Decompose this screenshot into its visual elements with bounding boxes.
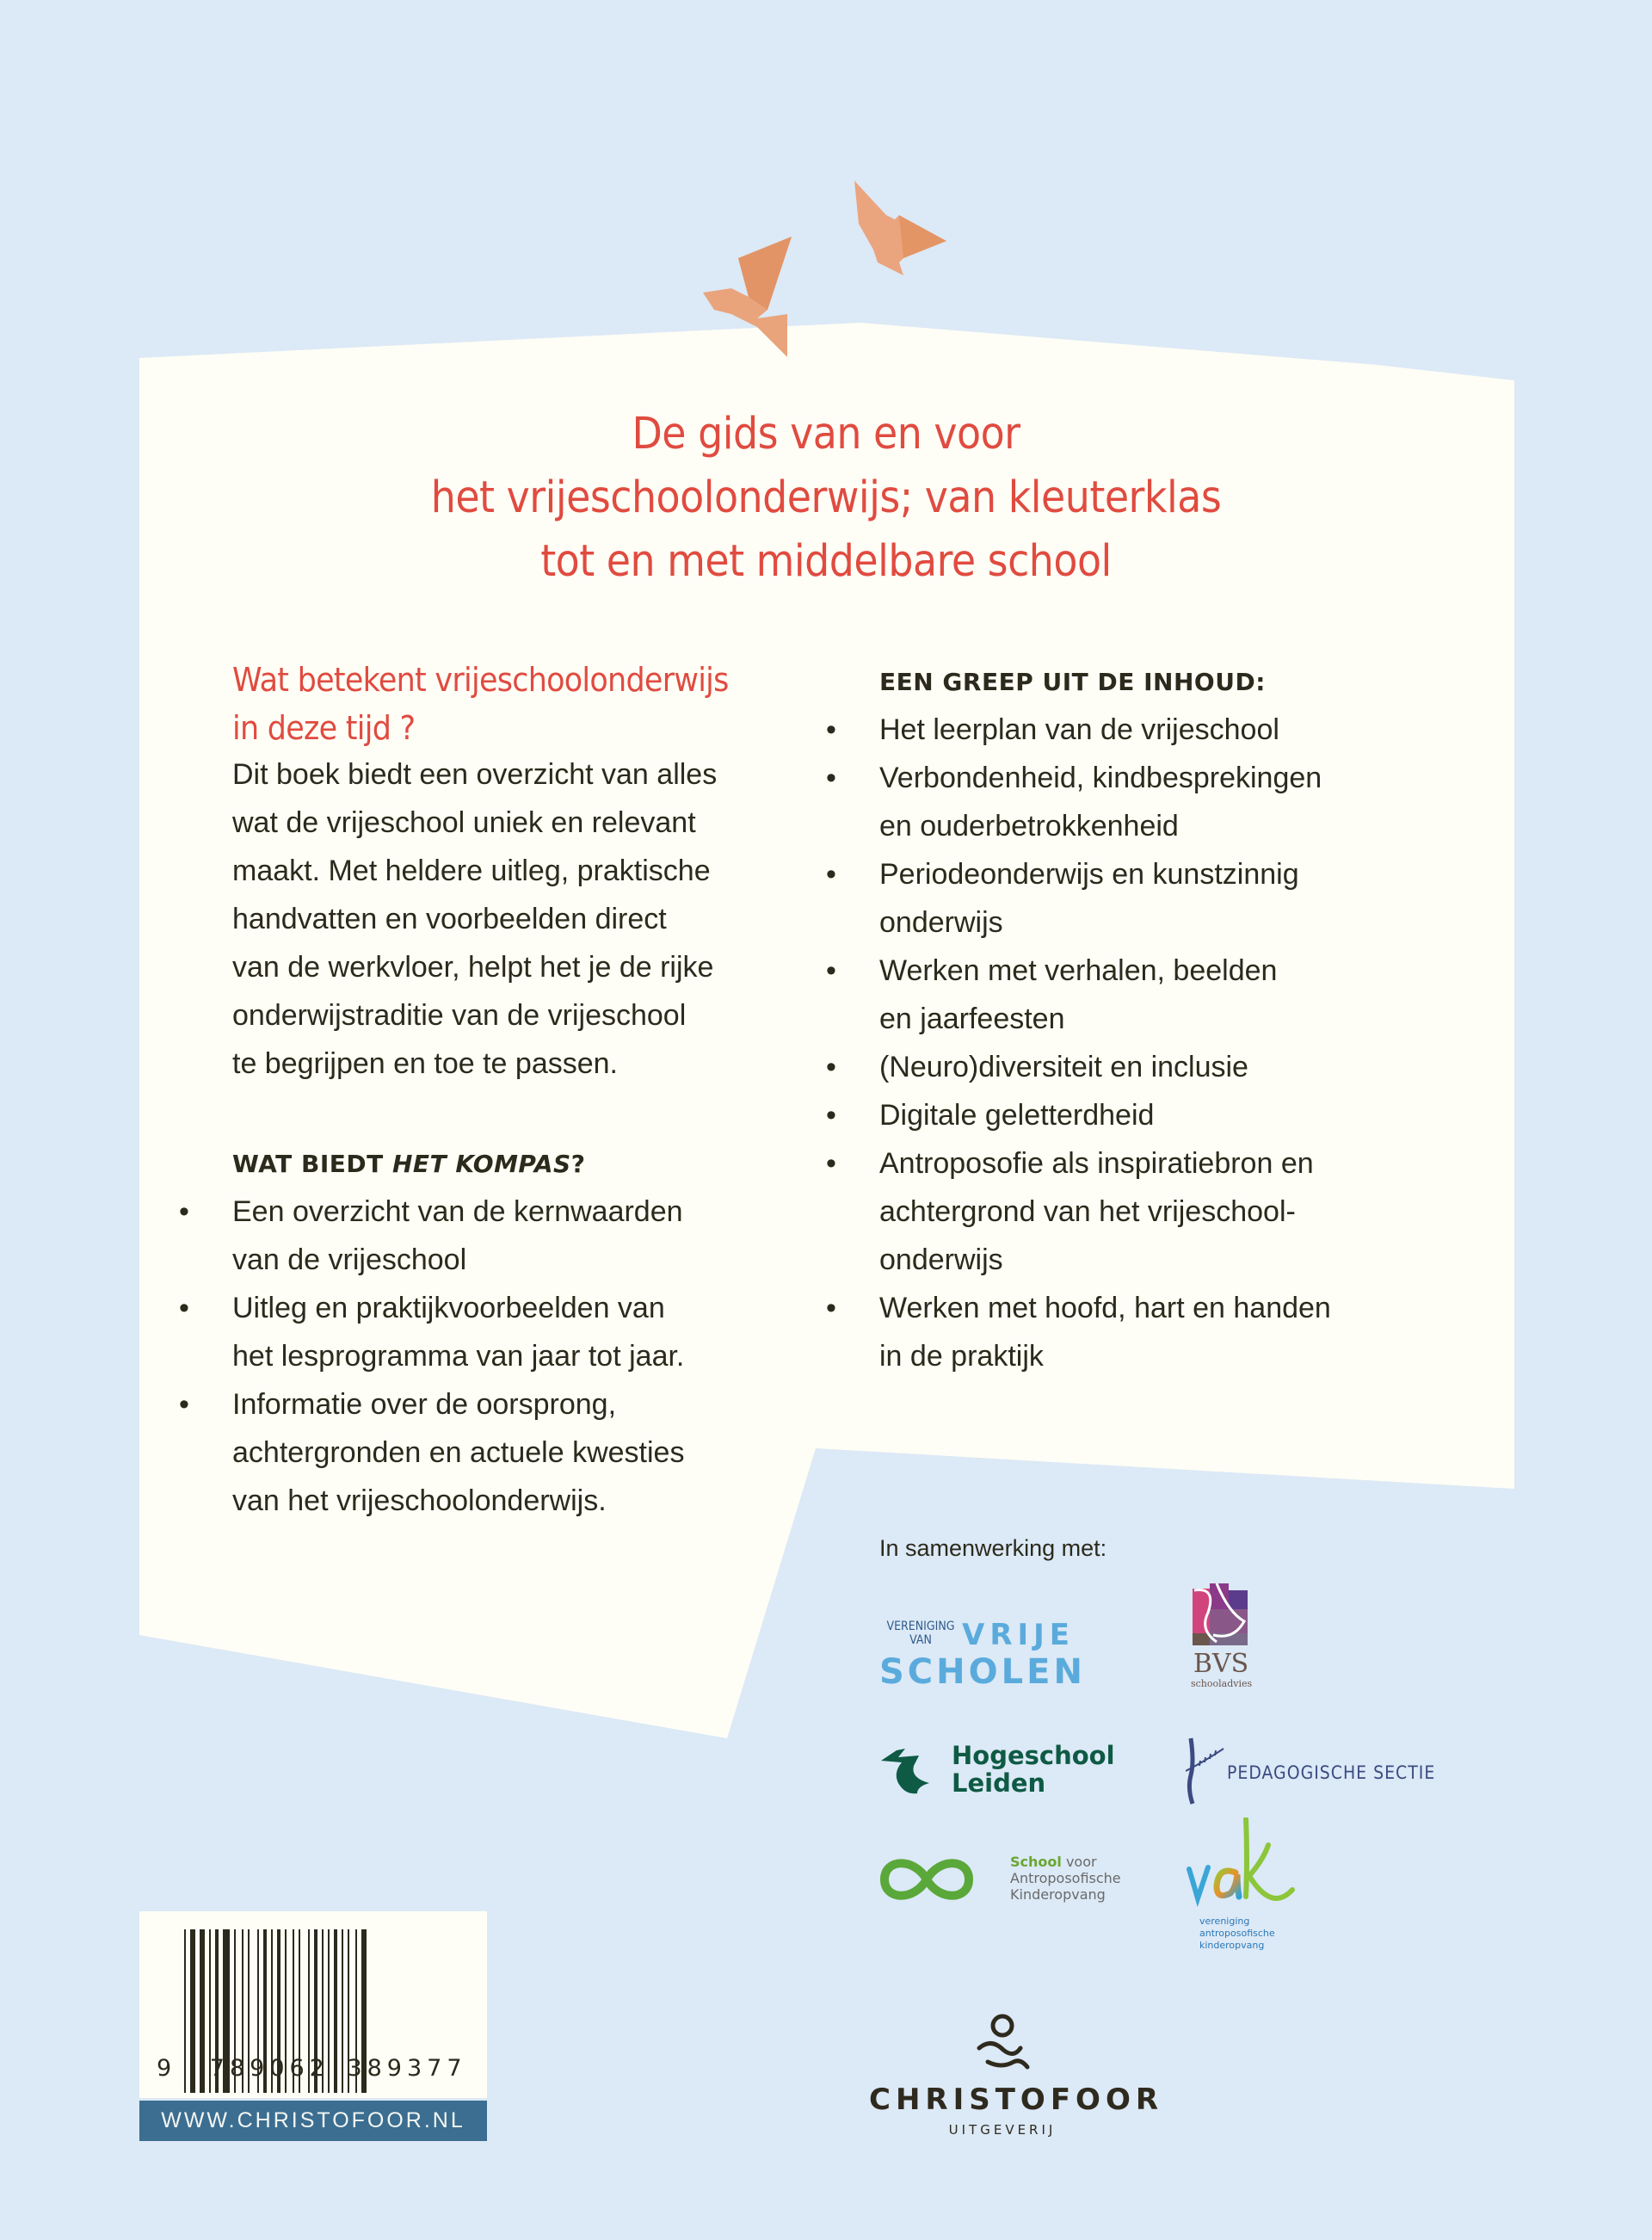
offers-list xyxy=(179,1188,783,1525)
website-link[interactable]: WWW.CHRISTOFOOR.NL xyxy=(139,2101,487,2141)
item-line: achtergrond van het vrijeschool- xyxy=(879,1195,1296,1228)
logo-vrije-scholen xyxy=(879,1620,1120,1690)
bvs-emblem-icon xyxy=(1191,1578,1251,1647)
list-item xyxy=(826,1139,1482,1284)
list-item xyxy=(826,1043,1482,1091)
item-line: Werken met verhalen, beelden xyxy=(879,954,1278,987)
bullet-icon: • xyxy=(826,762,836,794)
logo-text: kinderopvang xyxy=(1199,1940,1265,1951)
intro-line: wat de vrijeschool uniek en relevant xyxy=(232,806,696,839)
bird-left-icon xyxy=(703,237,792,357)
christofoor-emblem-icon xyxy=(972,2014,1032,2074)
bullet-icon: • xyxy=(826,1292,836,1324)
intro-line: te begrijpen en toe te passen. xyxy=(232,1047,618,1080)
isbn-group: 389377 xyxy=(347,2055,467,2082)
item-line: van het vrijeschoolonderwijs. xyxy=(232,1484,607,1517)
bullet-icon: • xyxy=(826,858,836,891)
item-line: Digitale geletterdheid xyxy=(879,1099,1155,1132)
list-item xyxy=(826,754,1482,850)
bullet-icon: • xyxy=(826,954,836,987)
list-item xyxy=(179,1380,783,1525)
logo-pedagogische-sectie xyxy=(1186,1737,1444,1805)
item-line: onderwijs xyxy=(879,906,1003,939)
list-item xyxy=(826,706,1482,754)
logo-text: VRIJE xyxy=(962,1618,1076,1652)
intro-line: Dit boek biedt een overzicht van alles xyxy=(232,758,718,791)
question-line: in deze tijd ? xyxy=(232,709,416,747)
item-line: en jaarfeesten xyxy=(879,1003,1065,1035)
logo-text: SCHOLEN xyxy=(879,1652,1086,1692)
bullet-icon: • xyxy=(826,1051,836,1083)
bullet-icon: • xyxy=(179,1195,189,1228)
isbn-digit: 9 xyxy=(157,2055,177,2082)
item-line: van de vrijeschool xyxy=(232,1243,467,1276)
contents-list xyxy=(826,706,1482,1380)
logo-text: VAN xyxy=(909,1633,932,1647)
bullet-icon: • xyxy=(826,1147,836,1180)
tagline xyxy=(258,403,1394,594)
contents-heading: EEN GREEP UIT DE INHOUD: xyxy=(879,668,1266,696)
logo-text: vereniging xyxy=(1199,1916,1250,1927)
pedagogische-sectie-emblem-icon xyxy=(1186,1737,1229,1805)
partners-label: In samenwerking met: xyxy=(879,1535,1107,1561)
logo-bvs xyxy=(1191,1578,1251,1694)
offers-heading-title: HET KOMPAS xyxy=(391,1150,571,1178)
offers-heading xyxy=(232,1150,783,1178)
publisher-logo xyxy=(869,2014,1164,2138)
logo-text: Hogeschool xyxy=(952,1741,1115,1770)
question-heading xyxy=(232,656,739,752)
logo-text: Leiden xyxy=(952,1768,1046,1798)
bullet-icon: • xyxy=(826,1099,836,1132)
item-line: Periodeonderwijs en kunstzinnig xyxy=(879,858,1299,891)
tagline-line: het vrijeschoolonderwijs; van kleuterklas xyxy=(430,472,1222,523)
item-line: Werken met hoofd, hart en handen xyxy=(879,1292,1331,1324)
item-line: Verbondenheid, kindbesprekingen xyxy=(879,762,1322,794)
logo-vak xyxy=(1186,1817,1341,1955)
bird-right-icon xyxy=(854,181,946,275)
intro-line: van de werkvloer, helpt het je de rijke xyxy=(232,951,714,984)
intro-paragraph xyxy=(232,750,783,1088)
item-line: Antroposofie als inspiratiebron en xyxy=(879,1147,1314,1180)
item-line: en ouderbetrokkenheid xyxy=(879,810,1179,842)
logo-text: antroposofische xyxy=(1199,1928,1275,1939)
list-item xyxy=(179,1188,783,1284)
infinity-icon xyxy=(879,1854,974,1905)
publisher-name: CHRISTOFOOR xyxy=(869,2083,1164,2117)
item-line: (Neuro)diversiteit en inclusie xyxy=(879,1051,1248,1083)
logo-school-kinderopvang xyxy=(879,1850,1137,1910)
question-line: Wat betekent vrijeschoolonderwijs xyxy=(232,661,729,699)
item-line: Het leerplan van de vrijeschool xyxy=(879,713,1279,746)
logo-text: Kinderopvang xyxy=(1010,1886,1106,1903)
logo-text: School xyxy=(1010,1854,1062,1870)
item-line: het lesprogramma van jaar tot jaar. xyxy=(232,1340,685,1373)
tagline-line: tot en met middelbare school xyxy=(540,536,1112,587)
item-line: Uitleg en praktijkvoorbeelden van xyxy=(232,1292,665,1324)
vak-wordmark-icon xyxy=(1186,1817,1341,1912)
barcode xyxy=(139,1911,487,2098)
logo-text: PEDAGOGISCHE SECTIE xyxy=(1227,1762,1436,1783)
item-line: Een overzicht van de kernwaarden xyxy=(232,1195,683,1228)
intro-line: onderwijstraditie van de vrijeschool xyxy=(232,999,687,1032)
logo-text: BVS xyxy=(1193,1649,1249,1679)
bullet-icon: • xyxy=(179,1388,189,1421)
list-item xyxy=(826,850,1482,947)
item-line: achtergronden en actuele kwesties xyxy=(232,1436,685,1469)
intro-line: handvatten en voorbeelden direct xyxy=(232,903,667,935)
tagline-line: De gids van en voor xyxy=(632,409,1020,460)
logo-text: voor xyxy=(1061,1854,1097,1870)
list-item xyxy=(826,1284,1482,1380)
logo-text: VERENIGING xyxy=(886,1620,955,1633)
logo-hogeschool-leiden xyxy=(879,1740,1129,1797)
isbn-group: 789062 xyxy=(209,2055,330,2082)
publisher-subtitle: UITGEVERIJ xyxy=(948,2122,1057,2138)
hogeschool-leiden-emblem-icon xyxy=(879,1740,943,1797)
item-line: Informatie over de oorsprong, xyxy=(232,1388,617,1421)
logo-text: schooladvies xyxy=(1191,1678,1253,1689)
list-item xyxy=(826,1091,1482,1139)
logo-text: Antroposofische xyxy=(1010,1870,1121,1886)
offers-heading-prefix: WAT BIEDT xyxy=(232,1150,392,1178)
offers-heading-suffix: ? xyxy=(570,1150,586,1178)
item-line: onderwijs xyxy=(879,1243,1003,1276)
bullet-icon: • xyxy=(826,713,836,746)
list-item xyxy=(826,947,1482,1043)
list-item xyxy=(179,1284,783,1380)
intro-line: maakt. Met heldere uitleg, praktische xyxy=(232,855,711,887)
bullet-icon: • xyxy=(179,1292,189,1324)
item-line: in de praktijk xyxy=(879,1340,1044,1373)
